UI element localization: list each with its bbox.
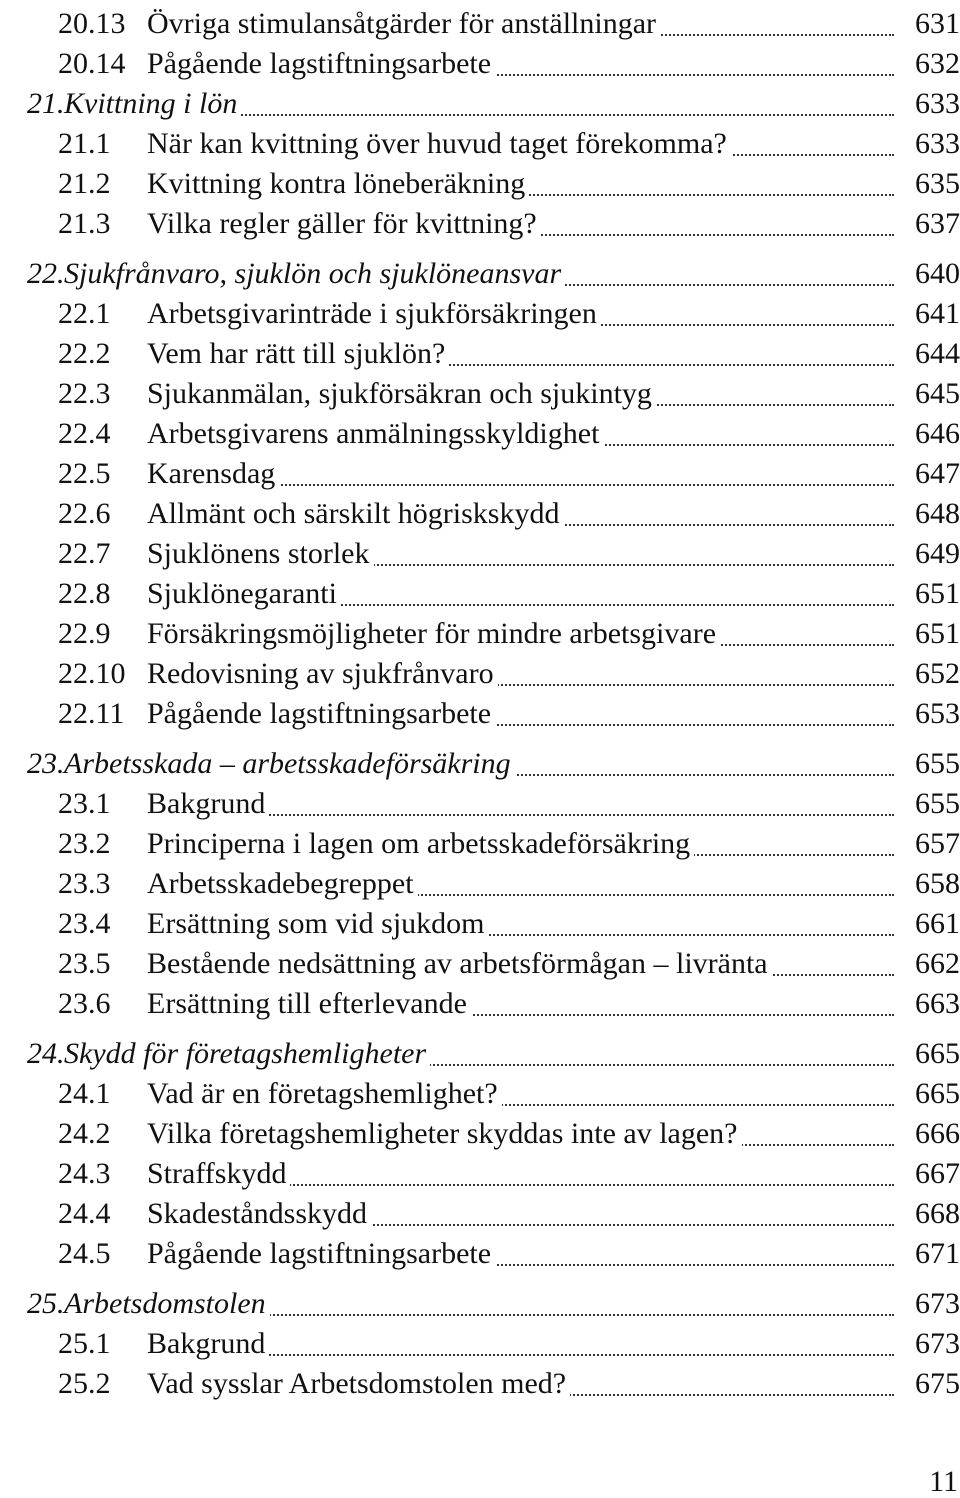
toc-entry-page: 645 <box>898 374 960 414</box>
toc-entry-number: 21.2 <box>58 167 111 200</box>
toc-entry-title: Arbetsskada – arbetsskadeförsäkring <box>64 744 515 784</box>
toc-entry-title: Skydd för företagshemligheter <box>64 1034 430 1074</box>
toc-entry <box>0 614 960 654</box>
toc-entry <box>0 204 960 244</box>
toc-chapter-entry <box>0 1284 960 1324</box>
toc-entry-title: Arbetsgivarens anmälningsskyldighet <box>147 414 603 454</box>
toc-entry-number: 22.7 <box>58 537 111 570</box>
toc-entry-title: Kvittning i lön <box>64 84 241 124</box>
toc-entry <box>0 124 960 164</box>
toc-entry-number: 22.1 <box>58 297 111 330</box>
toc-entry-title: Sjuklönegaranti <box>147 574 341 614</box>
toc-entry-title: Allmänt och särskilt högriskskydd <box>147 494 563 534</box>
toc-entry-number: 25.1 <box>58 1327 111 1360</box>
toc-entry-number: 22.6 <box>58 497 111 530</box>
toc-entry-title: Pågående lagstiftningsarbete <box>147 1234 495 1274</box>
toc-entry-number: 23.1 <box>58 787 111 820</box>
toc-entry-page: 653 <box>898 694 960 734</box>
toc-entry-page: 632 <box>898 44 960 84</box>
toc-entry-title: Karensdag <box>147 454 279 494</box>
toc-entry-title: Bakgrund <box>147 1324 269 1364</box>
toc-entry-number: 21. <box>27 87 65 120</box>
toc-entry-title: Arbetsdomstolen <box>64 1284 270 1324</box>
toc-entry-number: 24.5 <box>58 1237 111 1270</box>
toc-entry-number: 23.5 <box>58 947 111 980</box>
toc-entry <box>0 574 960 614</box>
toc-entry-title: Vem har rätt till sjuklön? <box>147 334 449 374</box>
toc-entry-title: Försäkringsmöjligheter för mindre arbetsgivare <box>147 614 720 654</box>
toc-entry-number: 20.13 <box>58 7 126 40</box>
toc-entry-number: 23.2 <box>58 827 111 860</box>
page-number: 11 <box>929 1465 958 1498</box>
toc-entry-title: Redovisning av sjukfrånvaro <box>147 654 498 694</box>
toc-entry-number: 24.3 <box>58 1157 111 1190</box>
toc-entry-number: 22.2 <box>58 337 111 370</box>
toc-entry <box>0 654 960 694</box>
toc-entry-number: 22.8 <box>58 577 111 610</box>
toc-entry <box>0 494 960 534</box>
toc-entry-number: 25. <box>27 1287 65 1320</box>
toc-entry-title: Vilka regler gäller för kvittning? <box>147 204 541 244</box>
toc-entry-page: 655 <box>898 744 960 784</box>
toc-entry-title: Vad är en företagshemlighet? <box>147 1074 502 1114</box>
toc-entry <box>0 1324 960 1364</box>
toc-entry-page: 655 <box>898 784 960 824</box>
toc-entry-title: Vilka företagshemligheter skyddas inte av lagen? <box>147 1114 742 1154</box>
toc-entry <box>0 1154 960 1194</box>
toc-entry <box>0 1194 960 1234</box>
toc-entry <box>0 414 960 454</box>
toc-entry-number: 22.3 <box>58 377 111 410</box>
toc-entry-title: Arbetsskadebegreppet <box>147 864 418 904</box>
toc-entry <box>0 454 960 494</box>
toc-entry-number: 22. <box>27 257 65 290</box>
toc-entry-number: 24.4 <box>58 1197 111 1230</box>
toc-entry-title: Skadeståndsskydd <box>147 1194 371 1234</box>
toc-entry-page: 671 <box>898 1234 960 1274</box>
toc-entry-number: 22.5 <box>58 457 111 490</box>
dot-leader <box>150 114 894 116</box>
toc-entry-page: 666 <box>898 1114 960 1154</box>
toc-entry-page: 651 <box>898 574 960 614</box>
toc-entry-number: 23.4 <box>58 907 111 940</box>
toc-entry-page: 651 <box>898 614 960 654</box>
toc-entry-number: 24.1 <box>58 1077 111 1110</box>
toc-entry-page: 662 <box>898 944 960 984</box>
toc-entry-page: 667 <box>898 1154 960 1194</box>
toc-entry-page: 663 <box>898 984 960 1024</box>
toc-entry <box>0 694 960 734</box>
toc-entry-title: Straffskydd <box>147 1154 290 1194</box>
toc-entry-page: 665 <box>898 1034 960 1074</box>
toc-entry-page: 637 <box>898 204 960 244</box>
toc-entry <box>0 984 960 1024</box>
toc-entry-page: 673 <box>898 1324 960 1364</box>
toc-entry-number: 22.4 <box>58 417 111 450</box>
toc-entry <box>0 944 960 984</box>
toc-entry-title: Sjukanmälan, sjukförsäkran och sjukintyg <box>147 374 656 414</box>
toc-entry-title: Kvittning kontra löneberäkning <box>147 164 529 204</box>
toc-entry-number: 21.3 <box>58 207 111 240</box>
toc-entry-number: 22.10 <box>58 657 126 690</box>
toc-entry <box>0 864 960 904</box>
toc-entry-title: Pågående lagstiftningsarbete <box>147 44 495 84</box>
toc-entry-page: 661 <box>898 904 960 944</box>
toc-entry-page: 658 <box>898 864 960 904</box>
toc-entry-page: 657 <box>898 824 960 864</box>
toc-entry-page: 668 <box>898 1194 960 1234</box>
toc-entry-page: 644 <box>898 334 960 374</box>
toc-entry-title: Ersättning som vid sjukdom <box>147 904 489 944</box>
toc-entry-page: 673 <box>898 1284 960 1324</box>
toc-entry <box>0 334 960 374</box>
toc-entry-number: 22.11 <box>58 697 125 730</box>
toc-entry-title: Principerna i lagen om arbetsskadeförsäkring <box>147 824 694 864</box>
toc-entry <box>0 374 960 414</box>
toc-entry-number: 25.2 <box>58 1367 111 1400</box>
toc-entry-page: 675 <box>898 1364 960 1404</box>
toc-entry <box>0 824 960 864</box>
toc-entry <box>0 1074 960 1114</box>
toc-entry-title: Bakgrund <box>147 784 269 824</box>
toc-entry-number: 23.3 <box>58 867 111 900</box>
toc-entry-page: 631 <box>898 4 960 44</box>
toc-entry-page: 665 <box>898 1074 960 1114</box>
toc-chapter-entry <box>0 744 960 784</box>
toc-chapter-entry <box>0 254 960 294</box>
toc-entry-page: 646 <box>898 414 960 454</box>
toc-entry-page: 641 <box>898 294 960 334</box>
toc-entry-number: 21.1 <box>58 127 111 160</box>
toc-entry <box>0 784 960 824</box>
toc-entry-number: 24. <box>27 1037 65 1070</box>
toc-entry-title: Ersättning till efterlevande <box>147 984 471 1024</box>
toc-entry-page: 640 <box>898 254 960 294</box>
toc-entry <box>0 1364 960 1404</box>
toc-entry-title: Bestående nedsättning av arbetsförmågan – livränta <box>147 944 772 984</box>
toc-entry-title: Arbetsgivarinträde i sjukförsäkringen <box>147 294 601 334</box>
toc-entry <box>0 1234 960 1274</box>
toc-entry-page: 648 <box>898 494 960 534</box>
toc-entry <box>0 1114 960 1154</box>
toc-entry <box>0 164 960 204</box>
toc-entry-number: 20.14 <box>58 47 126 80</box>
toc-chapter-entry <box>0 84 960 124</box>
toc-entry-page: 647 <box>898 454 960 494</box>
toc-entry-number: 23.6 <box>58 987 111 1020</box>
toc-entry-title: Vad sysslar Arbetsdomstolen med? <box>147 1364 570 1404</box>
toc-entry <box>0 4 960 44</box>
toc-entry-page: 652 <box>898 654 960 694</box>
toc-entry-page: 633 <box>898 124 960 164</box>
toc-entry <box>0 904 960 944</box>
toc-entry <box>0 294 960 334</box>
toc-entry-number: 23. <box>27 747 65 780</box>
toc-entry-page: 635 <box>898 164 960 204</box>
toc-entry-title: Sjukfrånvaro, sjuklön och sjuklöneansvar <box>64 254 565 294</box>
toc-chapter-entry <box>0 1034 960 1074</box>
toc-entry-page: 633 <box>898 84 960 124</box>
toc-entry <box>0 534 960 574</box>
toc-entry-title: Sjuklönens storlek <box>147 534 374 574</box>
toc-entry <box>0 44 960 84</box>
toc-entry-title: När kan kvittning över huvud taget förekomma? <box>147 124 731 164</box>
toc-entry-number: 24.2 <box>58 1117 111 1150</box>
toc-entry-page: 649 <box>898 534 960 574</box>
toc-entry-title: Övriga stimulansåtgärder för anställningar <box>147 4 660 44</box>
toc-entry-title: Pågående lagstiftningsarbete <box>147 694 495 734</box>
toc-entry-number: 22.9 <box>58 617 111 650</box>
